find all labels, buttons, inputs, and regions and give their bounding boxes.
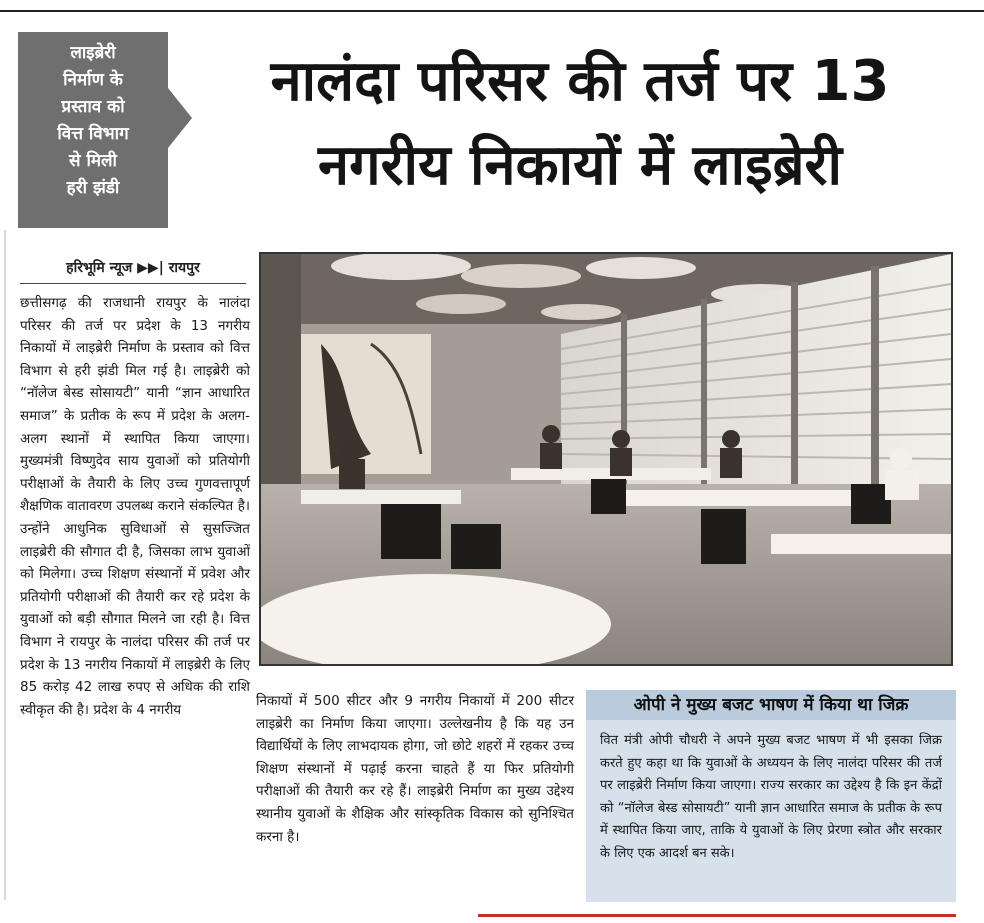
kicker-box [18, 32, 168, 228]
left-gutter-rule [4, 230, 6, 900]
kicker-line: प्रस्ताव को [61, 97, 125, 117]
library-photo-illustration [261, 254, 951, 664]
kicker-line: निर्माण के [63, 70, 123, 90]
kicker-line: लाइब्रेरी [70, 43, 116, 63]
byline: हरिभूमि न्यूज ▶▶| रायपुर [20, 258, 246, 284]
kicker-line: हरी झंडी [66, 178, 120, 198]
kicker-line: से मिली [69, 151, 117, 171]
sidebar-box [586, 690, 956, 902]
headline-line-2: नगरीय निकायों में लाइब्रेरी [318, 133, 842, 198]
sidebar-body: वित मंत्री ओपी चौधरी ने अपने मुख्य बजट भाषण में भी इसका जिक्र करते हुए कहा था कि युवाओं के अध्ययन के लिए नालंदा परिसर की तर्ज पर लाइब्रेरी निर्माण किया जाएगा। राज्य सरकार का उद्देश्य है कि इन केंद्रों को “नॉलेज बेस्ड सोसायटी” यानी ज्ञान आधारित समाज के प्रतीक के रूप में स्थापित किया जाए, ताकि ये युवाओं के लिए प्रेरणा स्त्रोत और सरकार के लिए एक आदर्श बन सके। [600, 733, 942, 861]
headline [190, 40, 970, 208]
kicker-arrow-icon [168, 88, 192, 148]
sidebar-title: ओपी ने मुख्य बजट भाषण में किया था जिक्र [586, 690, 956, 720]
article-body-left: छत्तीसगढ़ की राजधानी रायपुर के नालंदा परिसर की तर्ज पर प्रदेश के 13 नगरीय निकायों में लाइब्रेरी निर्माण के प्रस्ताव को वित्त विभाग से हरी झंडी मिल गई है। लाइब्रेरी को “नॉलेज बेस्ड सोसायटी” यानी “ज्ञान आधारित समाज” के प्रतीक के रूप में प्रदेश के अलग-अलग स्थानों में स्थापित किया जाएगा। मुख्यमंत्री विष्णुदेव साय युवाओं को प्रतियोगी परीक्षाओं के तैयारी के लिए उच्च गुणवत्तापूर्ण शैक्षणिक वातावरण उपलब्ध कराने संकल्पित है। उन्होंने आधुनिक सुविधाओं से सुसज्जित लाइब्रेरी की सौगात दी है, जिसका लाभ युवाओं को मिलेगा। उच्च शिक्षण संस्थानों में प्रवेश और प्रतियोगी परीक्षाओं की तैयारी कर रहे प्रदेश के युवाओं को बड़ी सौगात मिलने जा रही है। वित्त विभाग ने रायपुर के नालंदा परिसर की तर्ज पर प्रदेश के 13 नगरीय निकायों में लाइब्रेरी के लिए 85 करोड़ 42 लाख रुपए से अधिक की राशि स्वीकृत की है। प्रदेश के 4 नगरीय [20, 295, 250, 718]
kicker-line: वित्त विभाग [57, 124, 129, 144]
bottom-accent-rule [478, 914, 956, 917]
top-rule [0, 10, 984, 12]
article-body-middle: निकायों में 500 सीटर और 9 नगरीय निकायों में 200 सीटर लाइब्रेरी का निर्माण किया जाएगा। उल्लेखनीय है कि यह उन विद्यार्थियों के लिए लाभदायक होगा, जो छोटे शहरों में रहकर उच्च शिक्षण संस्थानों में पढ़ाई करना चाहते हैं या फिर प्रतियोगी परीक्षाओं की तैयारी कर रहे हैं। लाइब्रेरी निर्माण का मुख्य उद्देश्य स्थानीय युवाओं के शैक्षिक और सांस्कृतिक विकास को सुनिश्चित करना है। [256, 693, 574, 845]
library-photo [259, 252, 953, 666]
headline-line-1: नालंदा परिसर की तर्ज पर 13 [270, 49, 890, 114]
